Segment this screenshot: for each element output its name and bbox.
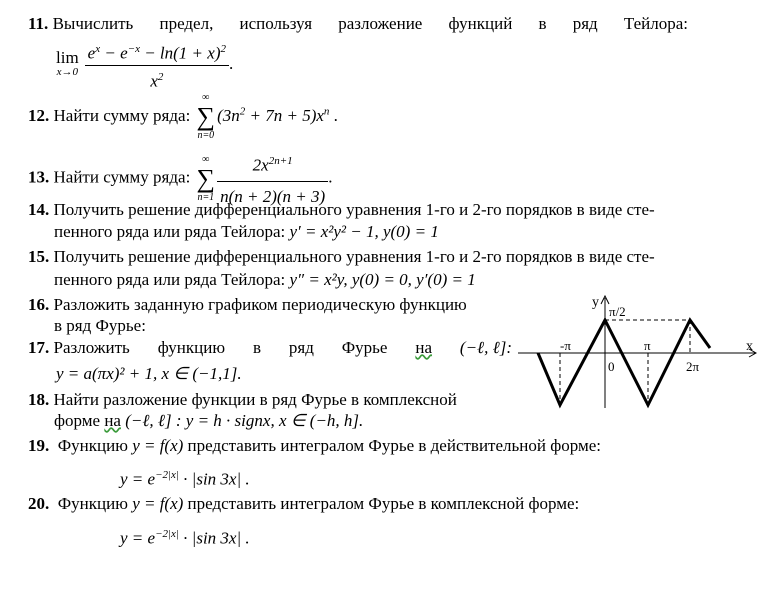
problem-13: 13. Найти сумму ряда: ∞ ∑ n=1 $\frac{2x^{2n+1}}{n(n + 2)(n + 3)}$ . [28, 146, 332, 212]
problem-text: в ряд Фурье: [54, 316, 146, 335]
problem-number: 20. [28, 494, 50, 513]
pi-label: π [644, 338, 651, 353]
problem-number: 15. [28, 247, 50, 266]
series-fraction: $\frac{2x^{2n+1}}{n(n + 2)(n + 3)}$ [217, 146, 328, 212]
equation: y = a(πx)² + 1, x ∈ (−1,1]. [56, 364, 242, 383]
problem-17-line1: 17. Разложить функцию в ряд Фурье на (−ℓ, ℓ]: [28, 338, 512, 357]
word: используя [239, 14, 313, 33]
problem-19-line1: 19. Функцию y = f(x) представить интегралом Фурье в действительной форме: [28, 436, 601, 455]
problem-text: пенного ряда или ряда Тейлора: [54, 222, 286, 241]
problem-text: Получить решение дифференциального уравнения 1-го и 2-го порядков в виде сте- [53, 247, 655, 266]
neg-pi-label: -π [560, 338, 571, 353]
problem-number: 12. [28, 105, 50, 125]
problem-text: Найти разложение функции в ряд Фурье в комплексной [53, 390, 457, 409]
problem-number: 17. [28, 338, 50, 357]
function-curve [538, 320, 710, 405]
word: Вычислить [52, 14, 134, 33]
problem-15-line2 [54, 270, 476, 290]
series-expression: $(3n^2 + 7n + 5)x^n$ [217, 105, 330, 125]
problem-14-line1 [28, 200, 655, 220]
problem-11-formula: lim x→0 $\frac{e^x - e^{-x} - \ln(1 + x)^2}{x^2}$ . [56, 38, 233, 92]
problem-number: 16. [28, 295, 50, 314]
problem-19-formula: $y = e^{-2|x|} \cdot |\sin$ 3x| . [120, 469, 250, 489]
problem-text: Разложить заданную графиком периодическую функцию [53, 295, 467, 314]
problem-18-line1 [28, 390, 457, 410]
x-axis-label: x [746, 339, 753, 354]
problem-20-formula: $y = e^{-2|x|} \cdot |\sin$ 3x| . [120, 528, 250, 548]
problem-16-line1 [28, 295, 467, 315]
problem-number: 13. [28, 167, 50, 187]
sum-operator: ∞ ∑ n=0 [196, 92, 216, 141]
problem-number: 11. [28, 14, 49, 33]
sum-operator: ∞ ∑ n=1 [196, 153, 216, 203]
word: функций [448, 14, 513, 33]
problem-11-line1 [28, 14, 688, 34]
problem-12: 12. Найти сумму ряда: ∞ ∑ n=0 $(3n^2 + 7n + 5)x^n$ . [28, 92, 338, 141]
problem-text: пенного ряда или ряда Тейлора: [54, 270, 286, 289]
word: Тейлора: [623, 14, 688, 33]
word: ряд [572, 14, 598, 33]
limit-operator: lim x→0 [56, 48, 79, 79]
problem-text: Найти сумму ряда: [53, 105, 191, 125]
problem-14-line2 [54, 222, 439, 242]
problem-text: Найти сумму ряда: [53, 167, 191, 187]
problem-number: 18. [28, 390, 50, 409]
zero-label: 0 [608, 359, 615, 374]
limit-fraction: $\frac{e^x - e^{-x} - \ln(1 + x)^2}{x^2}$ [85, 38, 229, 92]
two-pi-label: 2π [686, 359, 700, 374]
pi-half-label: π/2 [609, 304, 626, 319]
problem-15-line1 [28, 247, 655, 267]
problem-number: 19. [28, 436, 50, 455]
problem-16-line2 [54, 316, 146, 336]
y-axis-label: y [592, 295, 599, 310]
equation: y′ = x²y² − 1, y(0) = 1 [289, 222, 439, 241]
problem-18-line2: форме на (−ℓ, ℓ] : y = h · signx, x ∈ (−h, h]. [54, 411, 364, 430]
problem-20-line1: 20. Функцию y = f(x) представить интегралом Фурье в комплексной форме: [28, 494, 580, 513]
problem-17-formula [56, 364, 242, 384]
problem-text: Получить решение дифференциального уравнения 1-го и 2-го порядков в виде сте- [53, 200, 655, 219]
word: разложение [338, 14, 423, 33]
word: в [538, 14, 547, 33]
periodic-function-graph [510, 290, 760, 420]
problem-number: 14. [28, 200, 50, 219]
word: предел, [159, 14, 214, 33]
equation: (−ℓ, ℓ] : y = h · signx, x ∈ (−h, h]. [125, 411, 364, 430]
equation: y″ = x²y, y(0) = 0, y′(0) = 1 [289, 270, 476, 289]
